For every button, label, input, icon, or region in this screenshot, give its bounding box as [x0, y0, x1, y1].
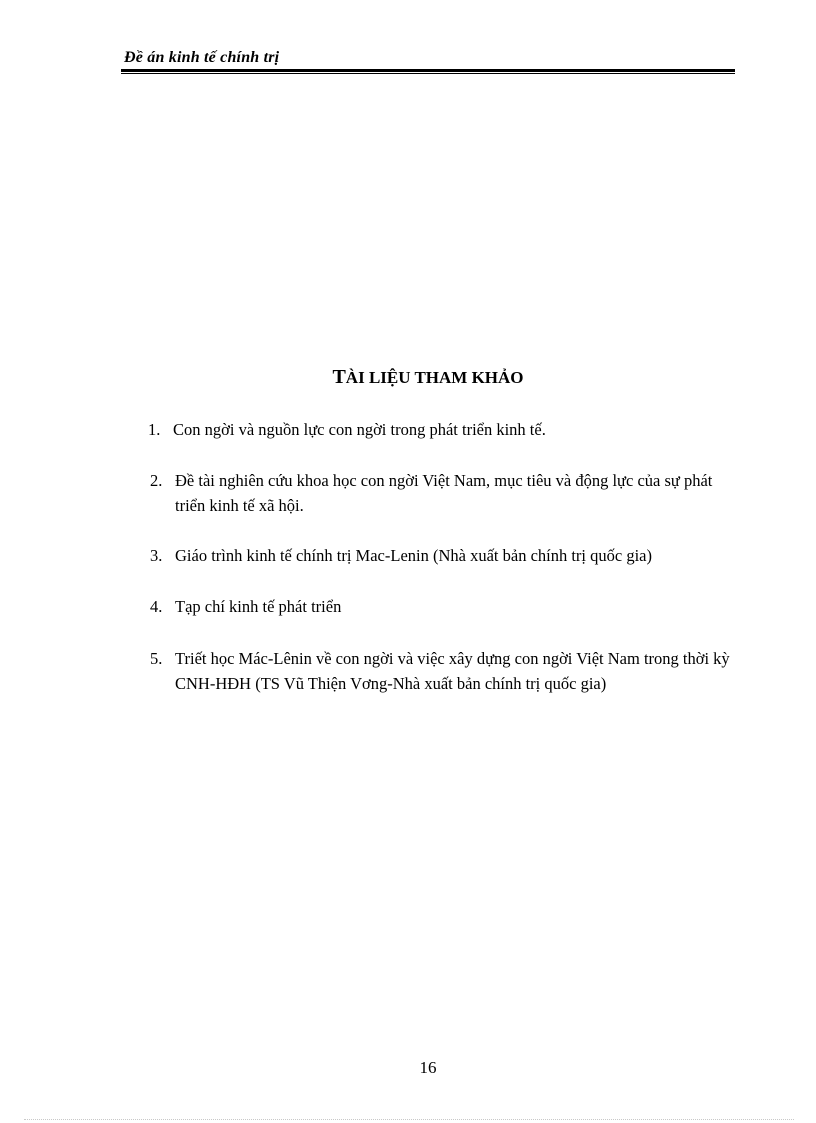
- heading-first-letter: T: [332, 366, 346, 388]
- page-number: 16: [419, 1058, 437, 1077]
- reference-number: 5.: [150, 649, 163, 668]
- running-header: Đề án kinh tế chính trị: [124, 49, 280, 66]
- heading-rest: ÀI LIỆU THAM KHẢO: [345, 368, 524, 387]
- reference-item: [148, 417, 738, 442]
- reference-text: Đề tài nghiên cứu khoa học con ngời Việt Nam, mục tiêu và động lực của sự phát triển kinh tế xã hội.: [175, 471, 713, 515]
- page-edge-divider: [24, 1119, 794, 1120]
- reference-text: Con ngời và nguồn lực con ngời trong phát triển kinh tế.: [173, 420, 546, 439]
- reference-text: Triết học Mác-Lênin về con ngời và việc xây dựng con ngời Việt Nam trong thời kỳ CNH-HĐH (TS Vũ Thiện Vơng-Nhà xuất bản chính trị quốc gia): [175, 649, 730, 693]
- reference-text: Tạp chí kinh tế phát triển: [175, 597, 342, 616]
- reference-item: [150, 594, 740, 619]
- header-rule-thin: [121, 73, 735, 74]
- reference-number: 1.: [148, 420, 161, 439]
- reference-item: [150, 646, 740, 696]
- reference-number: 3.: [150, 546, 163, 565]
- references-heading: [0, 366, 816, 389]
- reference-number: 4.: [150, 597, 163, 616]
- reference-item: [150, 543, 740, 568]
- reference-item: [150, 468, 740, 518]
- header-rule: [121, 69, 735, 72]
- reference-number: 2.: [150, 471, 163, 490]
- reference-text: Giáo trình kinh tế chính trị Mac-Lenin (Nhà xuất bản chính trị quốc gia): [175, 546, 652, 565]
